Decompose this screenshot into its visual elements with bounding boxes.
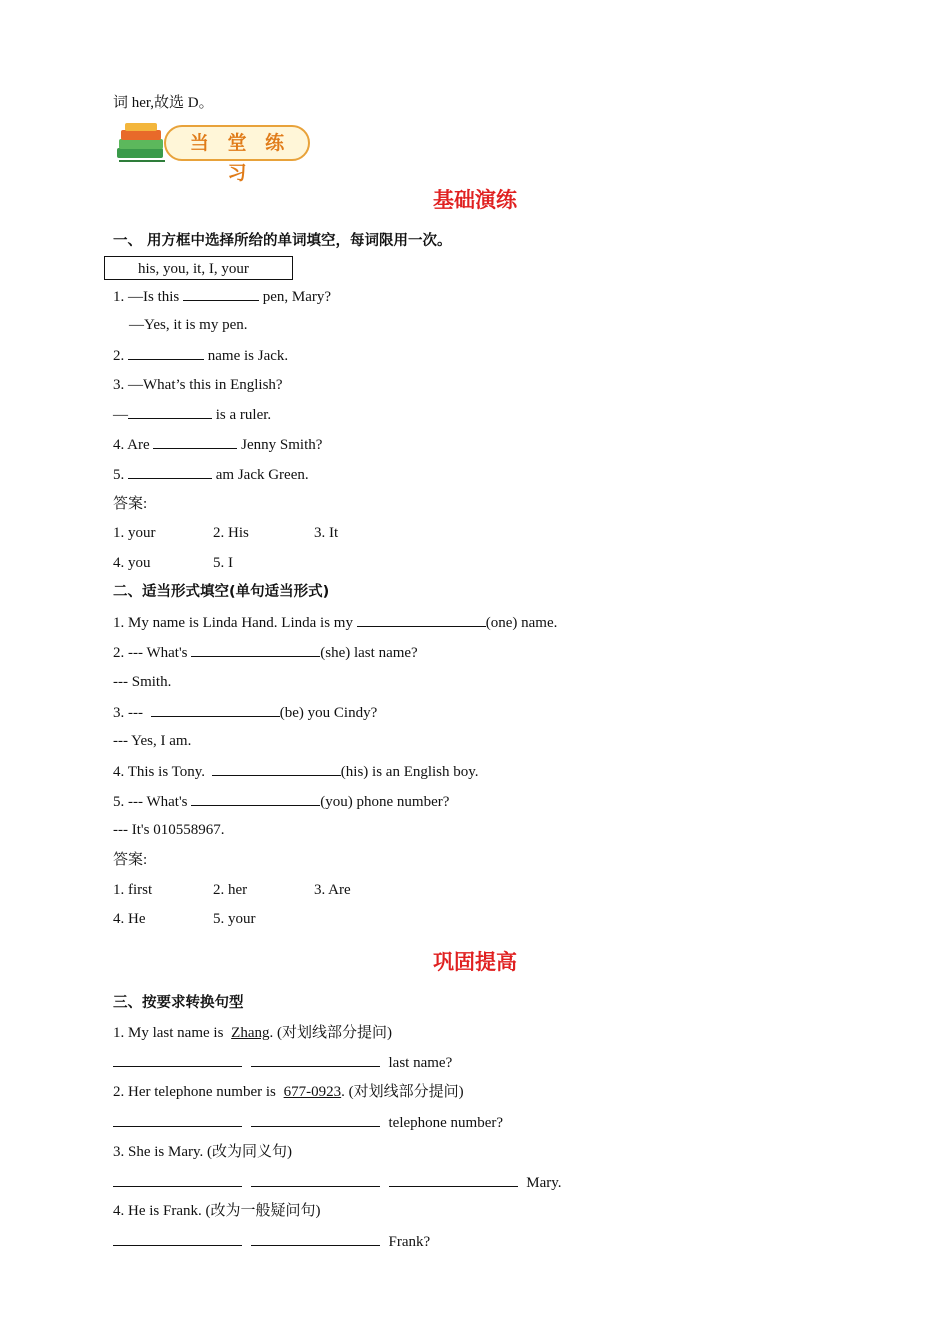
blank[interactable]: [251, 1112, 380, 1127]
p2-answer-label: 答案:: [113, 852, 148, 868]
p2-q1: 1. My name is Linda Hand. Linda is my (one) name.: [113, 612, 557, 633]
blank[interactable]: [153, 434, 237, 449]
blank[interactable]: [191, 642, 320, 657]
p2-q4: 4. This is Tony. (his) is an English boy.: [113, 761, 479, 782]
p2-answer: 1. first: [113, 882, 153, 898]
p2-q5: 5. --- What's (you) phone number?: [113, 791, 449, 812]
p1-q4: 4. Are Jenny Smith?: [113, 434, 322, 455]
p1-q1b: —Yes, it is my pen.: [129, 317, 248, 333]
p2-answer: 3. Are: [314, 882, 351, 898]
part3-heading: 三、按要求转换句型: [113, 995, 244, 1011]
p3-q2: 2. Her telephone number is 677-0923. (对划线部分提问): [113, 1084, 464, 1100]
p1-answer: 2. His: [213, 525, 249, 541]
p1-q2: 2. name is Jack.: [113, 345, 288, 366]
blank[interactable]: [128, 404, 212, 419]
section-title-basic: 基础演练: [433, 188, 517, 212]
blank[interactable]: [389, 1172, 518, 1187]
blank[interactable]: [151, 702, 280, 717]
p1-answer: 4. you: [113, 555, 151, 571]
p1-q3b: — is a ruler.: [113, 404, 271, 425]
blank[interactable]: [128, 345, 204, 360]
p3-q4: 4. He is Frank. (改为一般疑问句): [113, 1203, 321, 1219]
blank[interactable]: [113, 1231, 242, 1246]
p2-answer: 4. He: [113, 911, 146, 927]
part1-heading: 一、 用方框中选择所给的单词填空，每词限用一次。: [113, 233, 452, 249]
p1-q1a: 1. —Is this pen, Mary?: [113, 286, 331, 307]
blank[interactable]: [251, 1231, 380, 1246]
p3-q1-answer-line: last name?: [113, 1052, 452, 1073]
section-title-advanced: 巩固提高: [433, 950, 517, 974]
blank[interactable]: [183, 286, 259, 301]
badge-label: 当 堂 练 习: [189, 132, 291, 184]
p2-q2: 2. --- What's (she) last name?: [113, 642, 418, 663]
p2-q2b: --- Smith.: [113, 674, 172, 690]
intro-line: 词 her,故选 D。: [113, 95, 214, 111]
p2-answer: 5. your: [213, 911, 256, 927]
part2-heading: 二、适当形式填空(单句适当形式): [113, 584, 330, 600]
blank[interactable]: [113, 1112, 242, 1127]
word-box-text: his, you, it, I, your: [138, 261, 249, 277]
p2-q3: 3. --- (be) you Cindy?: [113, 702, 377, 723]
blank[interactable]: [128, 464, 212, 479]
p1-answer: 1. your: [113, 525, 156, 541]
blank[interactable]: [113, 1172, 242, 1187]
p1-answer: 5. I: [213, 555, 233, 571]
p1-q3a: 3. —What’s this in English?: [113, 377, 283, 393]
practice-badge: [113, 120, 313, 184]
p3-q3: 3. She is Mary. (改为同义句): [113, 1144, 293, 1160]
blank[interactable]: [212, 761, 341, 776]
p3-q3-answer-line: Mary.: [113, 1172, 562, 1193]
blank[interactable]: [191, 791, 320, 806]
p1-answer: 3. It: [314, 525, 339, 541]
p1-q5: 5. am Jack Green.: [113, 464, 309, 485]
p2-q3b: --- Yes, I am.: [113, 733, 192, 749]
word-box: [104, 256, 293, 280]
p2-q5b: --- It's 010558967.: [113, 822, 225, 838]
blank[interactable]: [251, 1052, 380, 1067]
p3-q4-answer-line: Frank?: [113, 1231, 430, 1252]
p3-q1: 1. My last name is Zhang. (对划线部分提问): [113, 1025, 392, 1041]
p1-answer-label: 答案:: [113, 496, 148, 512]
p2-answer: 2. her: [213, 882, 248, 898]
p3-q2-answer-line: telephone number?: [113, 1112, 503, 1133]
blank[interactable]: [113, 1052, 242, 1067]
blank[interactable]: [357, 612, 486, 627]
blank[interactable]: [251, 1172, 380, 1187]
